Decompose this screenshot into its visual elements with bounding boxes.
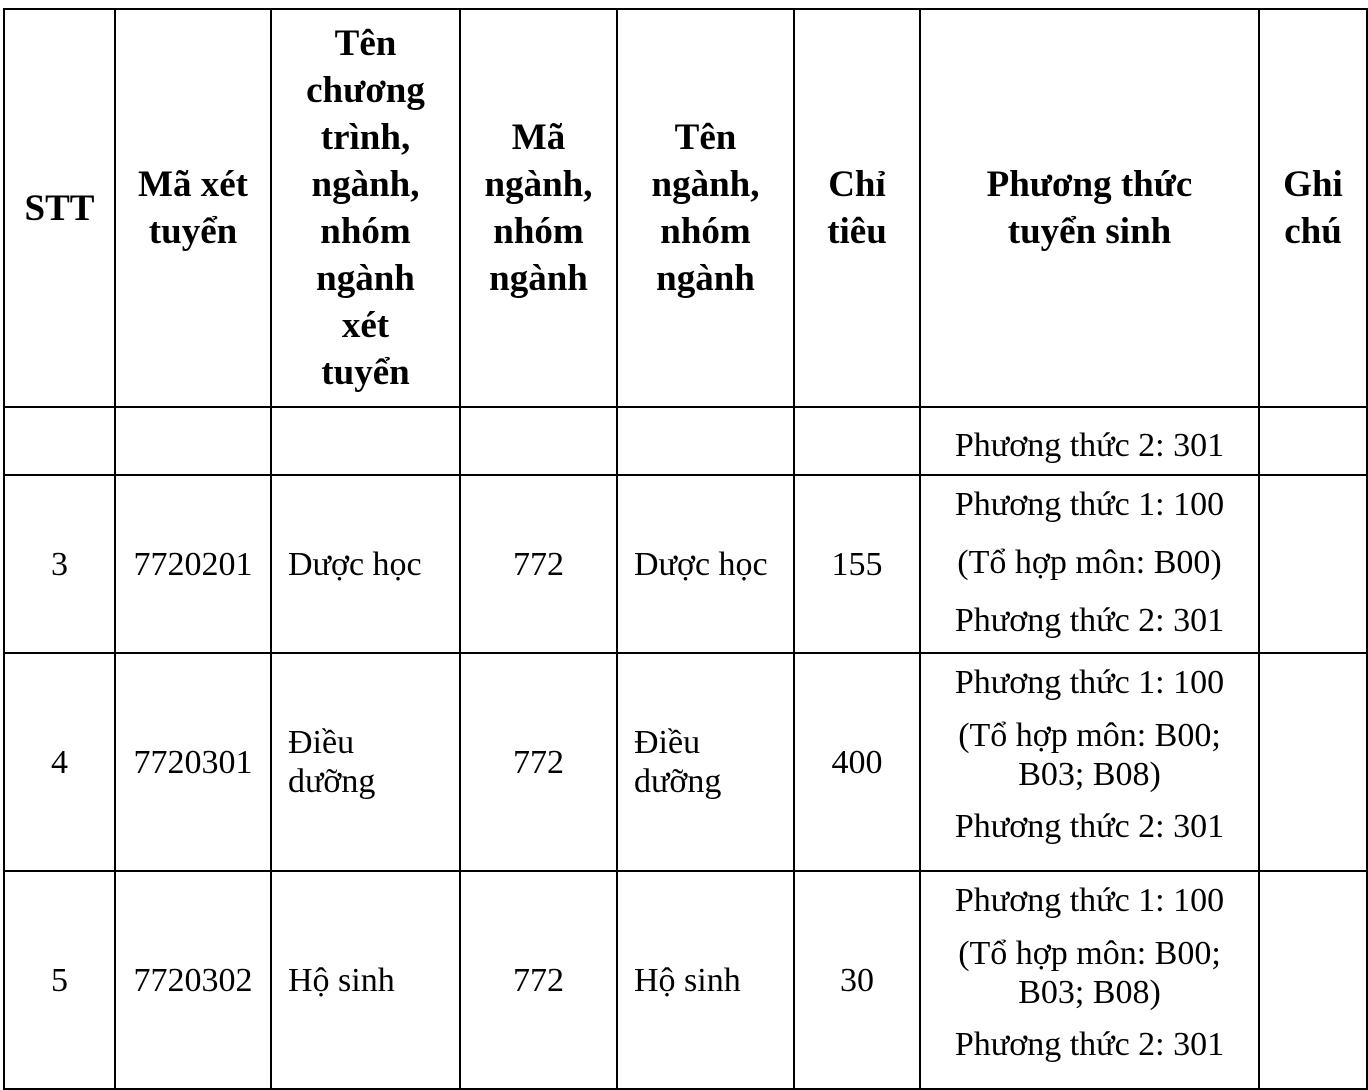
cell-stt: 4 [4, 653, 115, 871]
cell-ghi-chu [1259, 653, 1367, 871]
cell-phuong-thuc [920, 407, 1259, 475]
table-row [4, 475, 1367, 653]
header-ghi-chu: Ghi chú [1259, 9, 1367, 407]
cell-ten-chuong-trinh: Hộ sinh [271, 871, 460, 1089]
cell-ghi-chu [1259, 475, 1367, 653]
phuong-thuc-2: Phương thức 2: 301 [954, 427, 1225, 464]
header-row [4, 9, 1367, 407]
cell-ten-nganh: Điều dưỡng [617, 653, 794, 871]
header-ten-nganh: Tên ngành, nhóm ngành [617, 9, 794, 407]
to-hop-mon: (Tổ hợp môn: B00; B03; B08) [958, 717, 1221, 793]
cell-ma-nganh: 772 [460, 475, 617, 653]
cell-ten-nganh: Hộ sinh [617, 871, 794, 1089]
cell-stt: 3 [4, 475, 115, 653]
table-row [4, 871, 1367, 1089]
header-phuong-thuc: Phương thức tuyển sinh [920, 9, 1259, 407]
cell-phuong-thuc [920, 871, 1259, 1089]
phuong-thuc-1: Phương thức 1: 100 [954, 664, 1225, 701]
table-row [4, 653, 1367, 871]
header-stt: STT [4, 9, 115, 407]
phuong-thuc-2: Phương thức 2: 301 [954, 808, 1225, 845]
header-ma-xet-tuyen: Mã xét tuyển [115, 9, 271, 407]
cell-chi-tieu: 400 [794, 653, 920, 871]
cell-ma-xet-tuyen: 7720301 [115, 653, 271, 871]
cell-ma-nganh [460, 407, 617, 475]
cell-ten-nganh [617, 407, 794, 475]
cell-chi-tieu: 30 [794, 871, 920, 1089]
phuong-thuc-2: Phương thức 2: 301 [954, 602, 1225, 639]
phuong-thuc-1: Phương thức 1: 100 [954, 882, 1225, 919]
header-ma-nganh: Mã ngành, nhóm ngành [460, 9, 617, 407]
cell-stt [4, 407, 115, 475]
cell-chi-tieu [794, 407, 920, 475]
cell-ghi-chu [1259, 407, 1367, 475]
header-chi-tieu: Chỉ tiêu [794, 9, 920, 407]
phuong-thuc-2: Phương thức 2: 301 [954, 1026, 1225, 1063]
table-row [4, 407, 1367, 475]
cell-chi-tieu: 155 [794, 475, 920, 653]
cell-ten-chuong-trinh: Dược học [271, 475, 460, 653]
cell-ma-xet-tuyen: 7720201 [115, 475, 271, 653]
cell-stt: 5 [4, 871, 115, 1089]
cell-phuong-thuc [920, 653, 1259, 871]
cell-ten-nganh: Dược học [617, 475, 794, 653]
cell-ghi-chu [1259, 871, 1367, 1089]
to-hop-mon: (Tổ hợp môn: B00; B03; B08) [958, 935, 1221, 1011]
cell-ten-chuong-trinh: Điều dưỡng [271, 653, 460, 871]
cell-ma-nganh: 772 [460, 871, 617, 1089]
cell-phuong-thuc [920, 475, 1259, 653]
to-hop-mon: (Tổ hợp môn: B00) [957, 544, 1222, 581]
admission-table [3, 8, 1368, 1090]
cell-ten-chuong-trinh [271, 407, 460, 475]
cell-ma-xet-tuyen: 7720302 [115, 871, 271, 1089]
header-ten-chuong-trinh: Tên chương trình, ngành, nhóm ngành xét tuyển [271, 9, 460, 407]
cell-ma-nganh: 772 [460, 653, 617, 871]
phuong-thuc-1: Phương thức 1: 100 [954, 486, 1225, 523]
cell-ma-xet-tuyen [115, 407, 271, 475]
